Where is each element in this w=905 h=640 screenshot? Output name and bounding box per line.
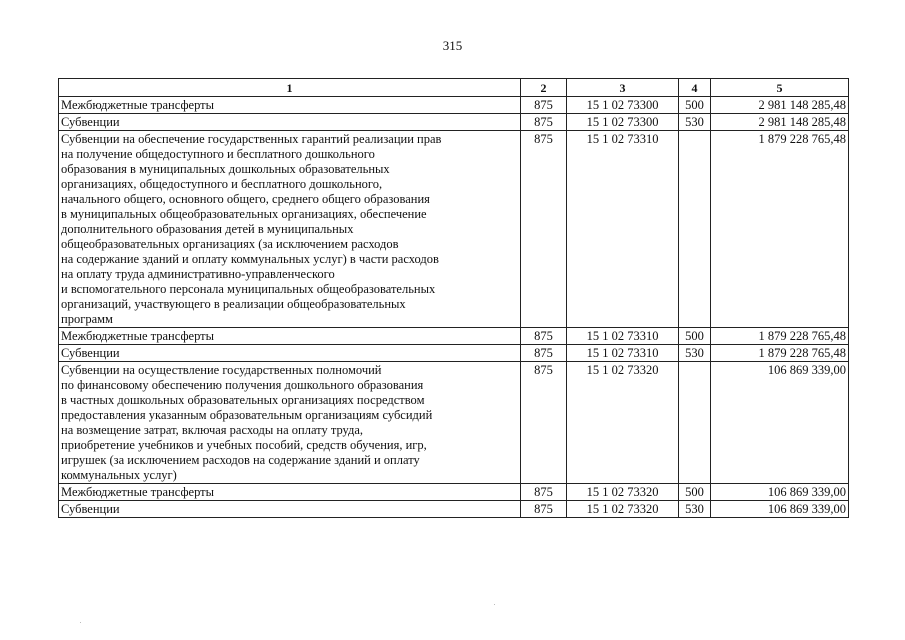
row-name: Субвенции на осуществление государственных полномочий по финансовому обеспечению получения дошкольного образования в частных дошкольных образовательных организациях посредством предоставления указанным образовательным организациям субсидий на возмещение затрат, включая расходы на оплату труда, приобретение учебников и учебных пособий, средств обучения, игр, игрушек (за исключением расходов на содержание зданий и оплату коммунальных услуг)	[59, 362, 521, 484]
row-expense-type: 530	[679, 501, 711, 518]
row-grbs: 875	[521, 345, 567, 362]
row-expense-type: 500	[679, 97, 711, 114]
row-grbs: 875	[521, 114, 567, 131]
row-name: Субвенции	[59, 345, 521, 362]
row-amount: 106 869 339,00	[711, 484, 849, 501]
row-amount: 1 879 228 765,48	[711, 345, 849, 362]
header-row	[59, 79, 849, 97]
row-name: Субвенции на обеспечение государственных гарантий реализации прав на получение общедоступного и бесплатного дошкольного образования в муниципальных дошкольных образовательных организациях, общедоступного и бесплатного дошкольного, начального общего, основного общего, среднего общего образования в муниципальных общеобразовательных организациях, обеспечение дополнительного образования детей в муниципальных общеобразовательных организациях (за исключением расходов на содержание зданий и оплату коммунальных услуг) в части расходов на оплату труда административно-управленческого и вспомогательного персонала муниципальных общеобразовательных организаций, участвующего в реализации общеобразовательных программ	[59, 131, 521, 328]
row-amount: 2 981 148 285,48	[711, 97, 849, 114]
row-grbs: 875	[521, 131, 567, 328]
table-row	[59, 328, 849, 345]
header-col-5: 5	[711, 79, 849, 97]
row-name: Межбюджетные трансферты	[59, 97, 521, 114]
table-row	[59, 362, 849, 484]
row-expense-type: 530	[679, 114, 711, 131]
row-grbs: 875	[521, 501, 567, 518]
row-name: Субвенции	[59, 114, 521, 131]
row-amount: 106 869 339,00	[711, 501, 849, 518]
row-target-code: 15 1 02 73320	[567, 484, 679, 501]
table-row	[59, 114, 849, 131]
table-row	[59, 131, 849, 328]
scan-speck	[494, 604, 495, 605]
table-row	[59, 501, 849, 518]
row-name: Межбюджетные трансферты	[59, 484, 521, 501]
budget-table	[58, 78, 849, 518]
row-grbs: 875	[521, 484, 567, 501]
header-col-3: 3	[567, 79, 679, 97]
row-target-code: 15 1 02 73310	[567, 328, 679, 345]
row-amount: 1 879 228 765,48	[711, 328, 849, 345]
row-expense-type	[679, 131, 711, 328]
row-target-code: 15 1 02 73300	[567, 97, 679, 114]
header-col-4: 4	[679, 79, 711, 97]
row-expense-type: 500	[679, 484, 711, 501]
page-number: 315	[442, 38, 463, 53]
row-name: Субвенции	[59, 501, 521, 518]
row-grbs: 875	[521, 97, 567, 114]
row-grbs: 875	[521, 362, 567, 484]
row-grbs: 875	[521, 328, 567, 345]
scan-speck	[80, 622, 81, 623]
row-target-code: 15 1 02 73310	[567, 345, 679, 362]
row-amount: 1 879 228 765,48	[711, 131, 849, 328]
row-target-code: 15 1 02 73300	[567, 114, 679, 131]
table-row	[59, 484, 849, 501]
table-row	[59, 345, 849, 362]
row-expense-type: 500	[679, 328, 711, 345]
row-expense-type	[679, 362, 711, 484]
row-target-code: 15 1 02 73320	[567, 362, 679, 484]
row-target-code: 15 1 02 73320	[567, 501, 679, 518]
row-amount: 2 981 148 285,48	[711, 114, 849, 131]
header-col-2: 2	[521, 79, 567, 97]
table-row	[59, 97, 849, 114]
row-name: Межбюджетные трансферты	[59, 328, 521, 345]
header-col-1: 1	[59, 79, 521, 97]
row-expense-type: 530	[679, 345, 711, 362]
row-amount: 106 869 339,00	[711, 362, 849, 484]
row-target-code: 15 1 02 73310	[567, 131, 679, 328]
